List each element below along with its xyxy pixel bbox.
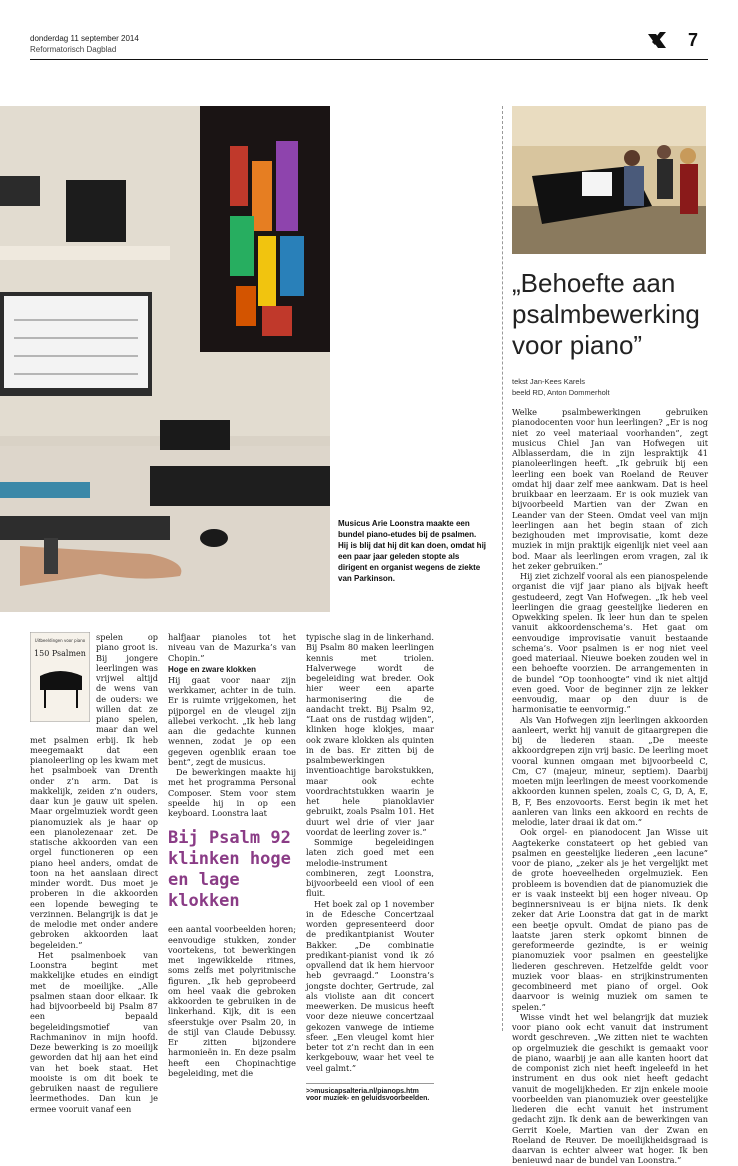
paragraph: typische slag in de linkerhand. Bij Psalm 80 maken leerlingen kennis met triolen. Halverwege wordt de begeleiding wat breder. Ook hier weer een aparte harmonisering die de aandacht trekt. Bij Psalm 92, “Laat ons de rustdag wijden”, klinken hoge klokjes, maar ook zware klokken als quinten in de bas. Er zitten bij de psalmbewerkingen inventioachtige barokstukken, maar ook echte voordrachtstukken waarin je het hele pianoklavier gebruikt, zoals Psalm 101. Het duurt wel drie of vier jaar voordat de leerling zover is.” [306, 632, 434, 837]
book-subtitle: Uitbeeldingen voor piano [34, 638, 86, 643]
article-column-1 [30, 632, 158, 1114]
subheading: Hoge en zware klokken [168, 664, 257, 674]
paragraph: De bewerkingen maakte hij met het programma Personal Composer. Stem voor stem speelde hij in op een keyboard. Loonstra laat [168, 767, 296, 818]
paragraph: een aantal voorbeelden horen; eenvoudige stukken, zonder voortekens, tot bewerkingen met ingewikkelde ritmes, soms zelfs met polyritmische figuren. „Ik heb geprobeerd om heel vaak die gebroken akkoorden te gebruiken in de linkerhand. Kijk, dit is een sfeerstukje over Psalm 20, in de stijl van Claude Debussy. Er zitten bijzondere harmonieën in. En deze psalm heeft een Chopinachtige begeleiding, met die [168, 924, 296, 1078]
article-column-2 [168, 632, 296, 1078]
issue-date: donderdag 11 september 2014 [30, 34, 139, 43]
paragraph: Het boek zal op 1 november in de Edesche Concertzaal worden gepresenteerd door de predikantpianist Wouter Bakker. „De combinatie predikant-pianist vond ik zó opvallend dat ik hem hiervoor heb gevraagd.” Loonstra’s jongste dochter, Gertrude, zal als violiste aan dit concert meewerken. De musicus heeft voor deze nieuwe concertzaal gekozen vanwege de intieme sfeer. „Een vleugel komt hier beter tot z’n recht dan in een kerkgebouw, waar het veel te veel galmt.” [306, 898, 434, 1073]
photo-caption: Musicus Arie Loonstra maakte een bundel piano-etudes bij de psalmen. Hij is blij dat hij dit kan doen, omdat hij een paar jaar geleden stopte als dirigent en organist wegens de ziekte van Parkinson. [338, 519, 487, 583]
paragraph: Het psalmenboek van Loonstra begint met makkelijke etudes en eindigt met de moeilijke. „Alle psalmen staan door elkaar. Ik had bijvoorbeeld bij Psalm 87 een bepaald begeleidingsmotief van Rachmaninov in mijn hoofd. Deze bewerking is zo moeilijk geworden dat hij aan het eind van het boek staat. Het mooiste is om dit boek te gebruiken naast de reguliere leermethodes. Dan kun je ermee vooruit vanaf een [30, 949, 158, 1114]
page-number: 7 [688, 30, 699, 50]
pull-quote: Bij Psalm 92 klinken hoge en lage klokken [168, 828, 291, 912]
paragraph: Hij ziet zichzelf vooral als een pianospelende organist die vijf jaar piano als bijvak heeft gestudeerd, zegt Van Hofwegen. „Ik heb veel leerlingen die graag geestelijke liederen en Opwekking spelen. Ik leer hun dan te spelen vanuit akkoordenschema’s. Het gaat om eenvoudige improvisatie vanuit bestaande schema’s. Voor psalmen is er nog niet veel goed materiaal. Nieuwe boeken zouden wel in een behoefte voorzien. De arrangementen in de bundel “Op toonhoogte” vind ik niet altijd even goed. Voor de beginner zijn ze lekker eenvoudig, maar op den duur is de harmonisatie te eenvormig.” [512, 571, 708, 715]
website-link[interactable]: >>musicapsalteria.nl/pianops.htm voor muziek- en geluidsvoorbeelden. [306, 1083, 434, 1102]
paragraph: Sommige begeleidingen laten zich goed met een melodie-instrument combineren, zegt Loonstra, bijvoorbeeld een viool of een fluit. [306, 837, 434, 899]
paragraph: spelen op piano groot is. Bij jongere leerlingen was vrijwel altijd de wens van de ouders: we willen dat ze piano spelen, maar dan wel met psalmen erbij. Ik heb meegemaakt dat een pianoleerling op les kwam met het psalmboek van Drenth onder z’n arm. Dat is makkelijk, zeiden z’n ouders, daar kun je gauw uit spelen. Maar orgelmuziek wordt geen pianomuziek als je haar op een pianolezenaar zet. De statische akkoorden van een orgel functioneren op een piano heel anders, omdat de toon na het aanslaan direct minder wordt. Dus moet je proberen in die akkoorden een lopende beweging te verzinnen. Belangrijk is dat je de melodie met onder andere gebroken akkoorden laat begeleiden.” [30, 632, 158, 950]
concert-photo [512, 106, 706, 254]
paragraph: Welke psalmbewerkingen gebruiken pianodocenten voor hun leerlingen? „Er is nog niet zo veel materiaal voorhanden”, zegt musicus Chiel Jan van Hofwegen uit Alblasserdam, die in zijn lespraktijk 41 pianoleerlingen heeft. „Ik gebruik bij een leerling een boek van Roeland de Reuver omdat hij daar zelf mee aankwam. Dat is heel bruikbaar en leerzaam. Er is ook muziek van bijvoorbeeld Martien van der Zwan en Leander van der Steen. Omdat veel van mijn leerlingen aan het begin staan of zich bezighouden met improvisatie, komt deze muziek in mijn praktijk eigenlijk niet veel aan bod. Maar als leerlingen erom vragen, zal ik het zeker gebruiken.” [512, 407, 708, 571]
paragraph: Wisse vindt het wel belangrijk dat muziek voor piano ook echt vanuit dat instrument wordt geschreven. „We zitten niet te wachten op orgelmuziek die geschikt is gemaakt voor de piano, waarbij je aan alle kanten hoort dat de componist zich niet heeft ingeleefd in het instrument en dus ook niet heeft gedacht vanuit de mogelijkheden. Er zijn enkele mooie voorbeelden van pianomuziek over geestelijke liederen die echt vanuit het instrument gedacht zijn. Ik denk aan de bewerkingen van Gerrit Koele, Martien van der Zwan en Roeland de Reuver. De moeilijkheidsgraad is daarvan is echter alweer wat hoger. Ik ben benieuwd naar de bundel van Loonstra.” [512, 1011, 708, 1166]
photo-credit: beeld RD, Anton Dommerholt [512, 388, 610, 397]
paragraph: Ook orgel- en pianodocent Jan Wisse uit Aagtekerke constateert op het gebied van psalmen en geestelijke liederen „een lacune” voor de piano, „zeker als je het vergelijkt met de grote hoeveelheden orgelmuziek. Een probleem is bovendien dat de pianomuziek die er is vaak insteekt bij een hoger niveau. Op beginnersniveau is er bijna niets. Ik denk zeker dat Arie Loonstra dat gat in de markt een beetje opvult. Omdat de piano pas de laatste jaren sterk opkomt binnen de gereformeerde gezindte, is er weinig pianomuziek voor psalmen en geestelijke liederen geschreven. Hetzelfde geldt voor muziek voor blaas- en strijkinstrumenten gecombineerd met piano of orgel. Ook daarvoor is weinig muziek om samen te spelen.” [512, 827, 708, 1012]
article-credits [512, 376, 610, 398]
newspaper-name: Reformatorisch Dagblad [30, 45, 117, 54]
article-column-4 [512, 407, 708, 1166]
main-photo [0, 106, 330, 612]
paragraph: Als Van Hofwegen zijn leerlingen akkoorden aanleert, werkt hij vanuit de gitaargrepen die bij de liederen staan. „De meeste akkoordgrepen zijn vrij basic. De leerling moet vooral kunnen omgaan met bijvoorbeeld C, Cm, C7 (majeur, mineur, septiem). Daarbij moeten mijn leerlingen de meest voorkomende akkoorden kunnen spelen, zoals C, G, D, A, E, B, F, Bes enzovoorts. Eerst begin ik met het aanleren van links een akkoord en rechts de melodie, later draai ik dat om.” [512, 714, 708, 827]
paragraph: Hij gaat voor naar zijn werkkamer, achter in de tuin. Er is ruimte vrijgekomen, het pijporgel en de vleugel zijn allebei verkocht. „Ik heb lang aan die gedachte kunnen wennen, zodat je op een gegeven ogenblik eraan toe bent”, zegt de musicus. [168, 674, 296, 767]
paragraph: halfjaar pianoles tot het niveau van de Mazurka’s van Chopin.” [168, 632, 296, 663]
book-cover-image [30, 632, 90, 722]
article-column-3 [306, 632, 434, 1102]
article-headline: „Behoefte aan psalmbewerking voor piano” [512, 268, 700, 360]
book-title: 150 Psalmen [34, 649, 86, 658]
text-credit: tekst Jan-Kees Karels [512, 377, 585, 386]
header-rule [30, 59, 708, 60]
painting [200, 106, 330, 352]
column-divider [502, 106, 503, 1031]
newspaper-logo-icon [646, 30, 668, 52]
